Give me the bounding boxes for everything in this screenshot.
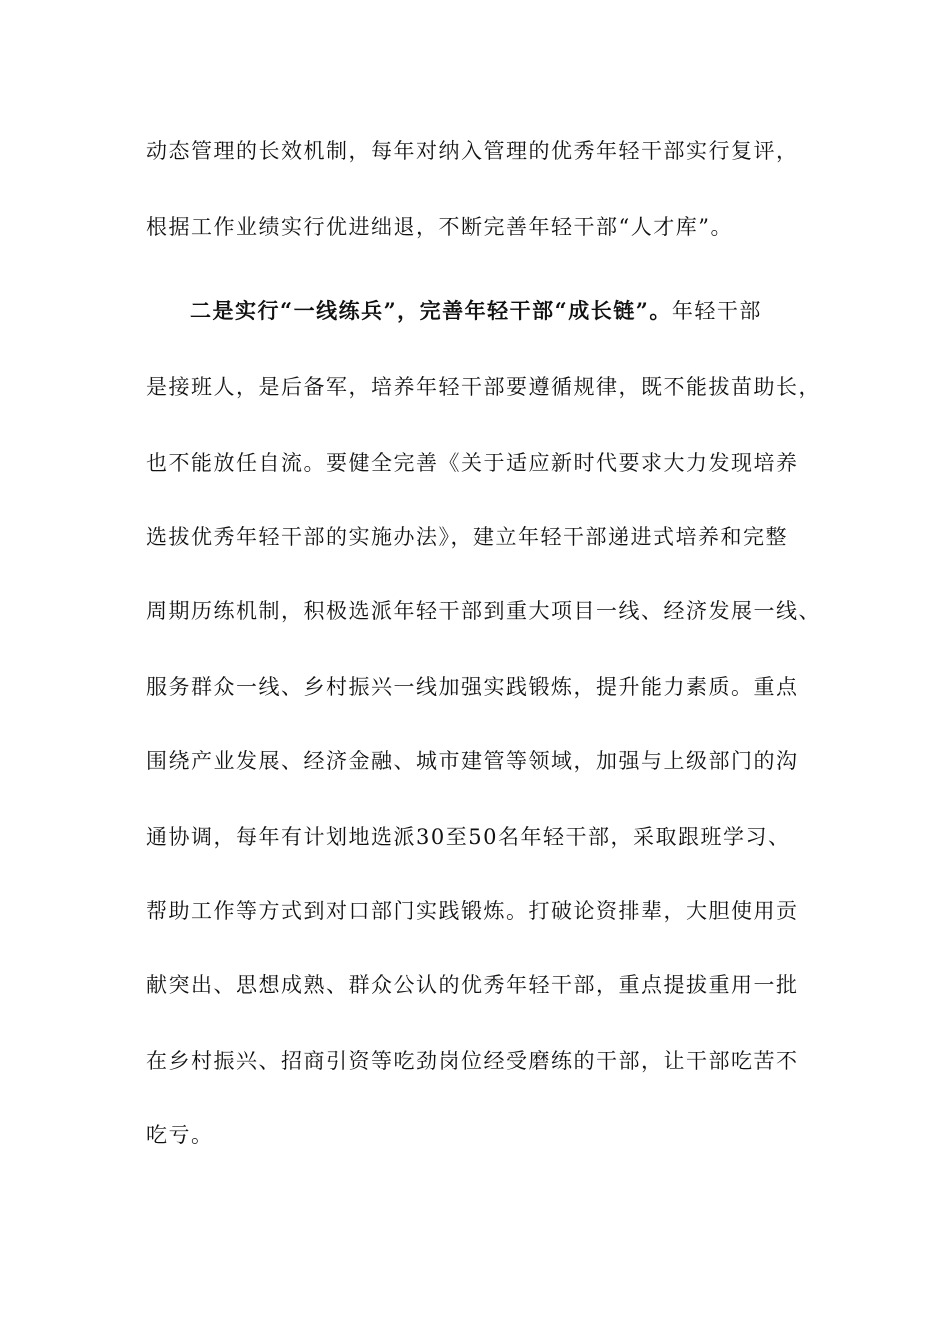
paragraph-line: 是接班人，是后备军，培养年轻干部要遵循规律，既不能拔苗助长， <box>146 375 821 399</box>
section-heading-line <box>190 296 870 326</box>
paragraph-line: 周期历练机制，积极选派年轻干部到重大项目一线、经济发展一线、 <box>146 599 821 623</box>
paragraph-line: 也不能放任自流。要健全完善《关于适应新时代要求大力发现培养 <box>146 451 799 475</box>
paragraph-line: 在乡村振兴、招商引资等吃劲岗位经受磨练的干部，让干部吃苦不 <box>146 1049 799 1073</box>
paragraph-line: 根据工作业绩实行优进绌退，不断完善年轻干部“人才库”。 <box>146 215 733 239</box>
paragraph-line: 帮助工作等方式到对口部门实践锻炼。打破论资排辈，大胆使用贡 <box>146 899 799 923</box>
paragraph-line: 动态管理的长效机制，每年对纳入管理的优秀年轻干部实行复评， <box>146 139 799 163</box>
paragraph-line: 献突出、思想成熟、群众公认的优秀年轻干部，重点提拔重用一批 <box>146 973 799 997</box>
paragraph-text: 年轻干部 <box>671 299 762 323</box>
paragraph-line: 选拔优秀年轻干部的实施办法》，建立年轻干部递进式培养和完整 <box>146 525 788 549</box>
paragraph-line: 服务群众一线、乡村振兴一线加强实践锻炼，提升能力素质。重点 <box>146 675 799 699</box>
paragraph-line: 通协调，每年有计划地选派30至50名年轻干部，采取跟班学习、 <box>146 825 791 849</box>
paragraph-line: 吃亏。 <box>146 1123 214 1147</box>
section-heading: 二是实行“一线练兵”，完善年轻干部“成长链”。 <box>190 298 672 323</box>
paragraph-line: 围绕产业发展、经济金融、城市建管等领域，加强与上级部门的沟 <box>146 749 799 773</box>
